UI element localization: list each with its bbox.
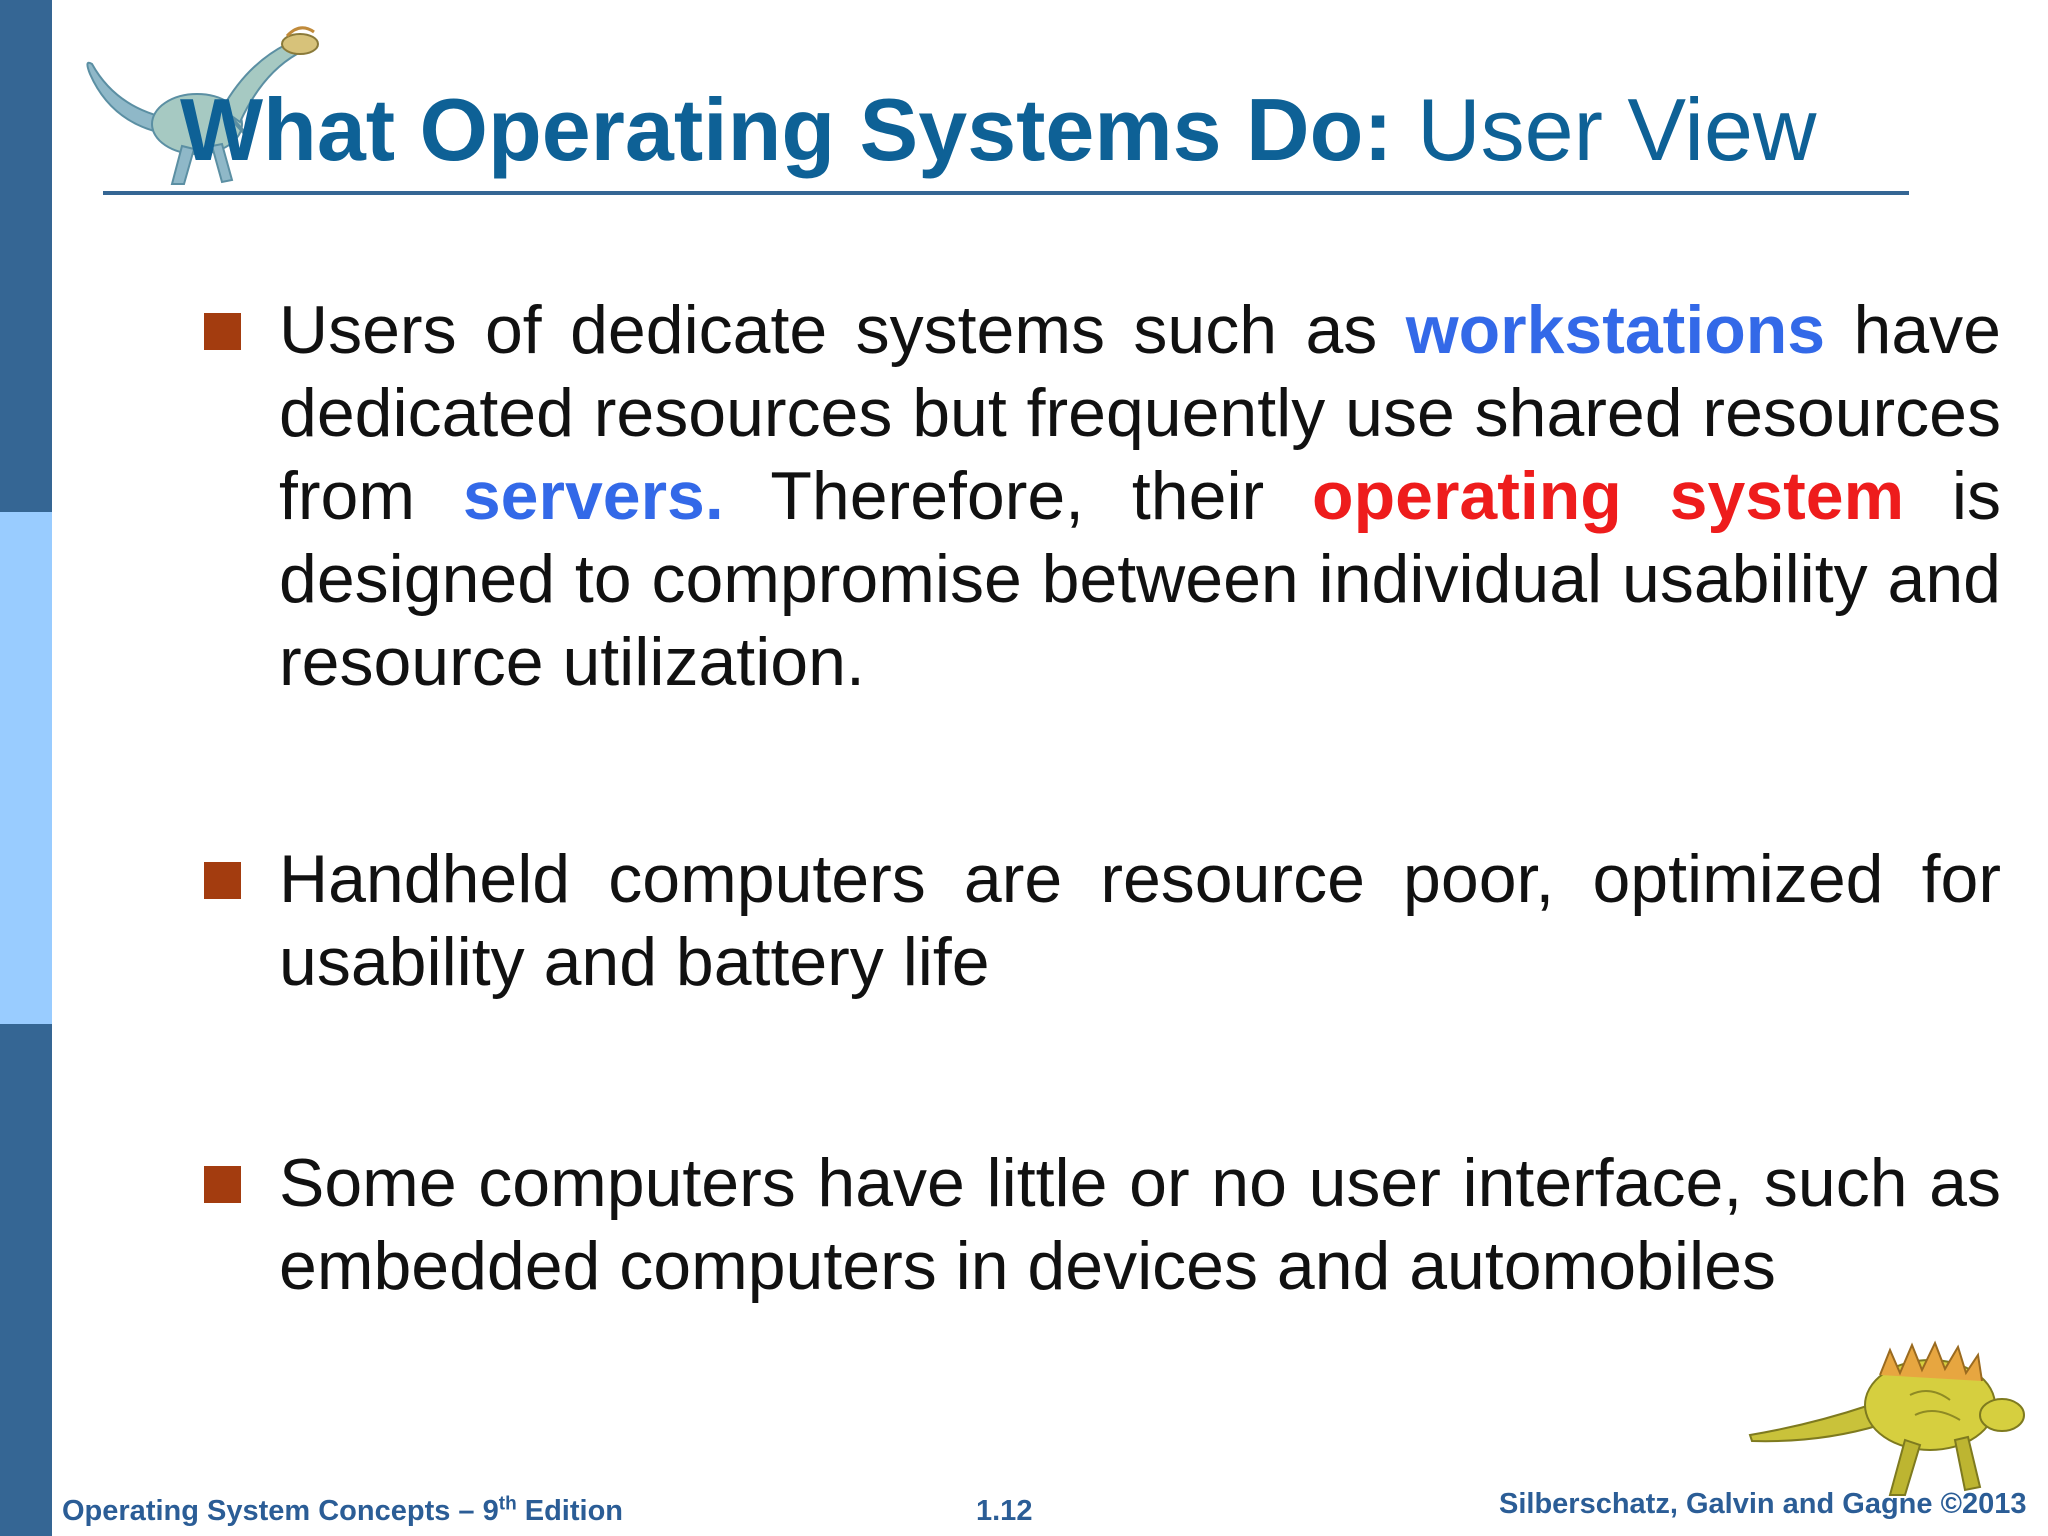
bullet-text <box>279 1142 2001 1308</box>
bullet-text-part: have dedicated resources but frequently use shared resources from <box>279 292 2001 534</box>
bullet-text-part: Handheld computers are resource poor, optimized for usability and battery life <box>279 841 2001 1000</box>
footer-book-title <box>62 1494 623 1528</box>
footer-book-edition: Edition <box>516 1495 624 1527</box>
footer-page-number: 1.12 <box>976 1495 1033 1527</box>
bullet-item <box>204 289 2001 704</box>
bullet-item <box>204 838 2001 1004</box>
title-underline <box>103 191 1909 195</box>
bullet-square-icon <box>204 862 241 899</box>
bullet-text <box>279 289 2001 704</box>
bullet-text-part: Some computers have little or no user interface, such as embedded computers in devices and automobiles <box>279 1145 2001 1304</box>
keyword-operating-system: operating system <box>1312 458 1905 534</box>
keyword-workstations: workstations <box>1405 292 1826 368</box>
slide-title-bold: What Operating Systems Do: <box>180 80 1393 179</box>
bullet-text <box>279 838 2001 1004</box>
dinosaur-icon <box>1740 1325 2030 1505</box>
footer-book-title-main: Operating System Concepts – 9 <box>62 1495 499 1527</box>
slide-title-rest: User View <box>1392 80 1817 179</box>
keyword-servers: servers. <box>462 458 724 534</box>
bullet-item <box>204 1142 2001 1308</box>
left-band-middle <box>0 512 52 1024</box>
slide-title <box>180 80 1816 180</box>
bullet-square-icon <box>204 1166 241 1203</box>
footer-copyright: Silberschatz, Galvin and Gagne ©2013 <box>1499 1488 2027 1520</box>
bullet-square-icon <box>204 313 241 350</box>
bullet-text-part: Users of dedicate systems such as <box>279 292 1406 368</box>
bullet-text-part: is designed to compromise between individual usability and resource utilization. <box>279 458 2002 700</box>
left-band-bottom <box>0 1024 52 1536</box>
bullet-text-part: Therefore, their <box>723 458 1313 534</box>
left-band-top <box>0 0 52 512</box>
footer-book-title-sup: th <box>498 1493 517 1515</box>
